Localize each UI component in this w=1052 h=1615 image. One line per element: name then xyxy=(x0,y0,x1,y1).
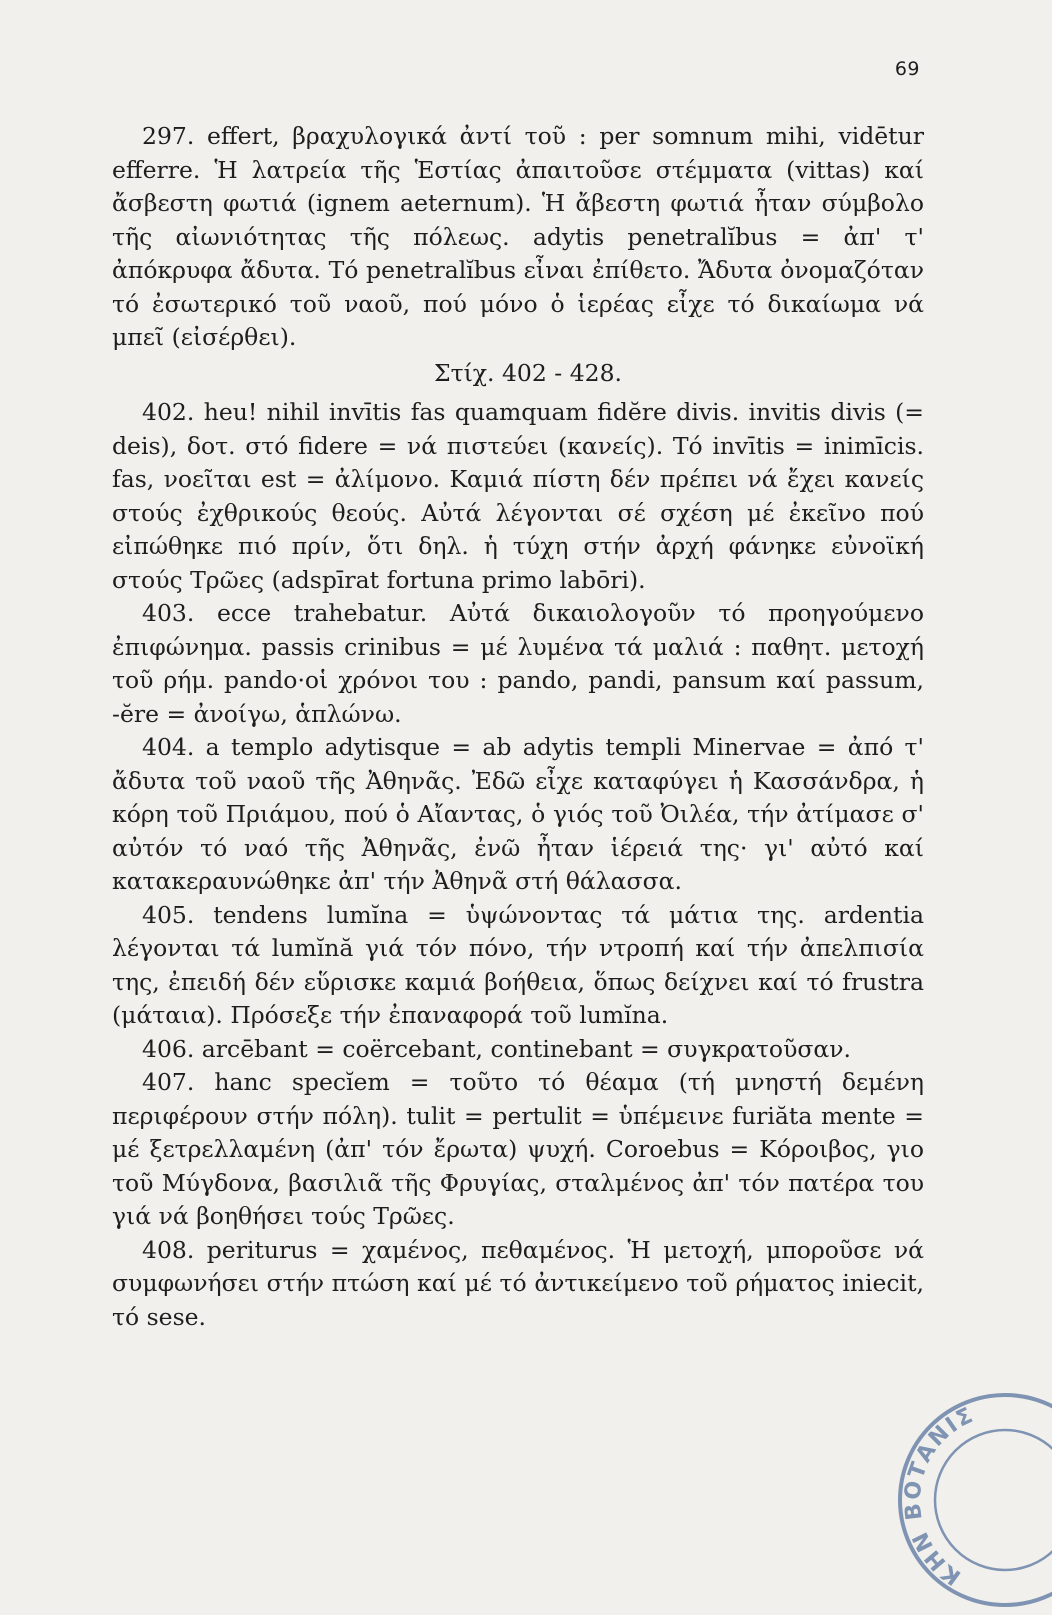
note-297: 297. effert, βραχυλογικά ἀντί τοῦ : per somnum mihi, vidētur efferre. Ἡ λατρεία τῆς Ἑστίας ἀπαιτοῦσε στέμματα (vittas) καί ἄσβεστη φωτιά (ignem aeternum). Ἡ ἄβεστη φωτιά ἦταν σύμβολο τῆς αἰωνιότητας τῆς πόλεως. adytis penetralĭbus = ἀπ' τ' ἀπόκρυφα ἄδυτα. Τό penetralĭbus εἶναι ἐπίθετο. Ἄδυτα ὀνομαζόταν τό ἐσωτερικό τοῦ ναοῦ, πού μόνο ὁ ἱερέας εἶχε τό δικαίωμα νά μπεῖ (εἰσέρθει). xyxy=(112,122,924,351)
stamp-text: ΚΗΝ ΒΟΤΑΝΙΣ xyxy=(900,1402,979,1590)
note-404: 404. a templo adytisque = ab adytis templi Minervae = ἀπό τ' ἄδυτα τοῦ ναοῦ τῆς Ἀθηνᾶς. Ἐδῶ εἶχε καταφύγει ἡ Κασσάνδρα, ἡ κόρη τοῦ Πριάμου, πού ὁ Αἴαντας, ὁ γιός τοῦ Ὀιλέα, τήν ἀτίμασε σ' αὐτόν τό ναό τῆς Ἀθηνᾶς, ἐνῶ ἦταν ἱέρειά της· γι' αὐτό καί κατακεραυνώθηκε ἀπ' τήν Ἀθηνᾶ στή θάλασσα. xyxy=(112,733,924,895)
note-408: 408. periturus = χαμένος, πεθαμένος. Ἡ μετοχή, μποροῦσε νά συμφωνήσει στήν πτώση καί μέ τό ἀντικείμενο τοῦ ρήματος iniecit, τό sese. xyxy=(112,1235,924,1331)
commentary-text xyxy=(112,120,924,1334)
note-402: 402. heu! nihil invītis fas quamquam fidĕre divis. invitis divis (= deis), δοτ. στό fidere = νά πιστεύει (κανείς). Τό invītis = inimīcis. fas, νοεῖται est = ἀλίμονο. Καμιά πίστη δέν πρέπει νά ἔχει κανείς στούς ἐχθρικούς θεούς. Αὐτά λέγονται σέ σχέση μέ ἐκεῖνο πού εἰπώθηκε πιό πρίν, ὅτι δηλ. ἡ τύχη στήν ἀρχή φάνηκε εὐνοϊκή στούς Τρῶες (adspīrat fortuna primo labōri). xyxy=(112,398,924,594)
note-403: 403. ecce trahebatur. Αὐτά δικαιολογοῦν τό προηγούμενο ἐπιφώνημα. passis crinibus = μέ λυμένα τά μαλιά : παθητ. μετοχή τοῦ ρήμ. pando·οἱ χρόνοι του : pando, pandi, pansum καί passum, -ĕre = ἀνοίγω, ἁπλώνω. xyxy=(112,599,924,728)
note-407: 407. hanc specĭem = τοῦτο τό θέαμα (τή μνηστή δεμένη περιφέρουν στήν πόλη). tulit = pertulit = ὑπέμεινε furiăta mente = μέ ξετρελλαμένη (ἀπ' τόν ἔρωτα) ψυχή. Coroebus = Κόροιβος, γιο τοῦ Μύγδονα, βασιλιᾶ τῆς Φρυγίας, σταλμένος ἀπ' τόν πατέρα του γιά νά βοηθήσει τούς Τρῶες. xyxy=(112,1068,924,1230)
verse-range-heading: Στίχ. 402 - 428. xyxy=(433,358,623,387)
note-405: 405. tendens lumĭna = ὑψώνοντας τά μάτια της. ardentia λέγονται τά lumĭnă γιά τόν πόνο, τήν ντροπή καί τήν ἀπελπισία της, ἐπειδή δέν εὕρισκε καμιά βοήθεια, ὅπως δείχνει καί τό frustra (μάταια). Πρόσεξε τήν ἐπαναφορά τοῦ lumĭna. xyxy=(112,900,924,1029)
stamp-inner-ring xyxy=(935,1430,1052,1570)
note-406: 406. arcēbant = coërcebant, continebant = συγκρατοῦσαν. xyxy=(142,1034,852,1063)
library-stamp xyxy=(890,1385,1052,1615)
page-number: 69 xyxy=(894,58,920,80)
